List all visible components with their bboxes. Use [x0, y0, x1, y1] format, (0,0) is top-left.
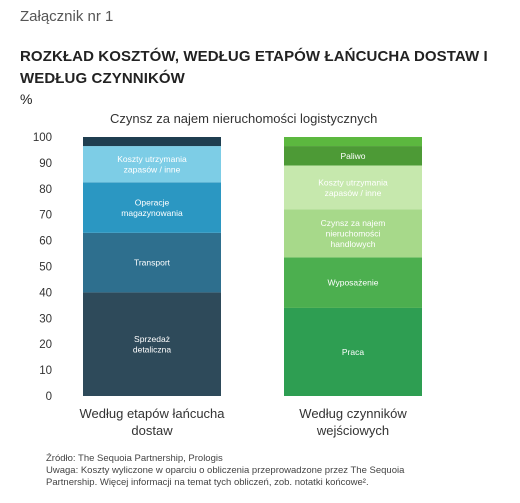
- category-label: Według etapów łańcucha: [79, 406, 225, 421]
- segment-label: Sprzedaż: [134, 333, 170, 344]
- chart-footer: [46, 453, 506, 489]
- y-tick-label: 20: [39, 339, 52, 352]
- segment-label: Wyposażenie: [327, 277, 379, 288]
- segment-label: handlowych: [330, 238, 376, 249]
- segment-label: zapasów / inne: [324, 187, 382, 198]
- category-label: dostaw: [131, 423, 173, 438]
- methodology-note-line-1: Uwaga: Koszty wyliczone w oparciu o obliczenia przeprowadzone przez The Sequoia: [46, 465, 405, 476]
- segment-label: zapasów / inne: [123, 164, 181, 175]
- methodology-note-line-2: Partnership. Więcej informacji na temat tych obliczeń, zob. notatki końcowe².: [46, 477, 369, 488]
- segment-label: magazynowania: [121, 207, 183, 218]
- unit-label: %: [20, 91, 33, 107]
- segment-label: Koszty utrzymania: [117, 153, 187, 164]
- segment-label: Koszty utrzymania: [318, 177, 388, 188]
- chart-subtitle: Czynsz za najem nieruchomości logistycznych: [110, 111, 378, 126]
- y-tick-label: 50: [39, 261, 52, 274]
- y-tick-label: 80: [39, 183, 52, 196]
- y-tick-label: 10: [39, 365, 52, 378]
- segment-label: Praca: [341, 346, 365, 357]
- segment-label: Paliwo: [340, 150, 366, 161]
- y-tick-label: 30: [39, 313, 52, 326]
- segment-label: Operacje: [134, 197, 170, 208]
- segment-label: Czynsz za najem: [320, 217, 386, 228]
- y-tick-label: 70: [39, 209, 52, 222]
- y-tick-label: 60: [39, 235, 52, 248]
- segment-label: nieruchomości: [325, 228, 381, 239]
- category-label: wejściowych: [316, 423, 390, 438]
- y-tick-label: 0: [45, 391, 52, 403]
- annex-label: Załącznik nr 1: [20, 8, 114, 25]
- segment-label: Transport: [133, 257, 171, 268]
- y-tick-label: 100: [32, 132, 52, 144]
- source-note: Źródło: The Sequoia Partnership, Prologis: [46, 453, 223, 464]
- y-tick-label: 40: [39, 287, 52, 300]
- category-label: Według czynników: [299, 406, 407, 421]
- chart-main-title: ROZKŁAD KOSZTÓW, WEDŁUG ETAPÓW ŁAŃCUCHA DOSTAW I WEDŁUG CZYNNIKÓW: [20, 48, 488, 87]
- segment-label: detaliczna: [132, 344, 172, 355]
- y-tick-label: 90: [39, 157, 52, 170]
- bar-segment: [284, 137, 422, 146]
- bar-segment: [83, 137, 221, 146]
